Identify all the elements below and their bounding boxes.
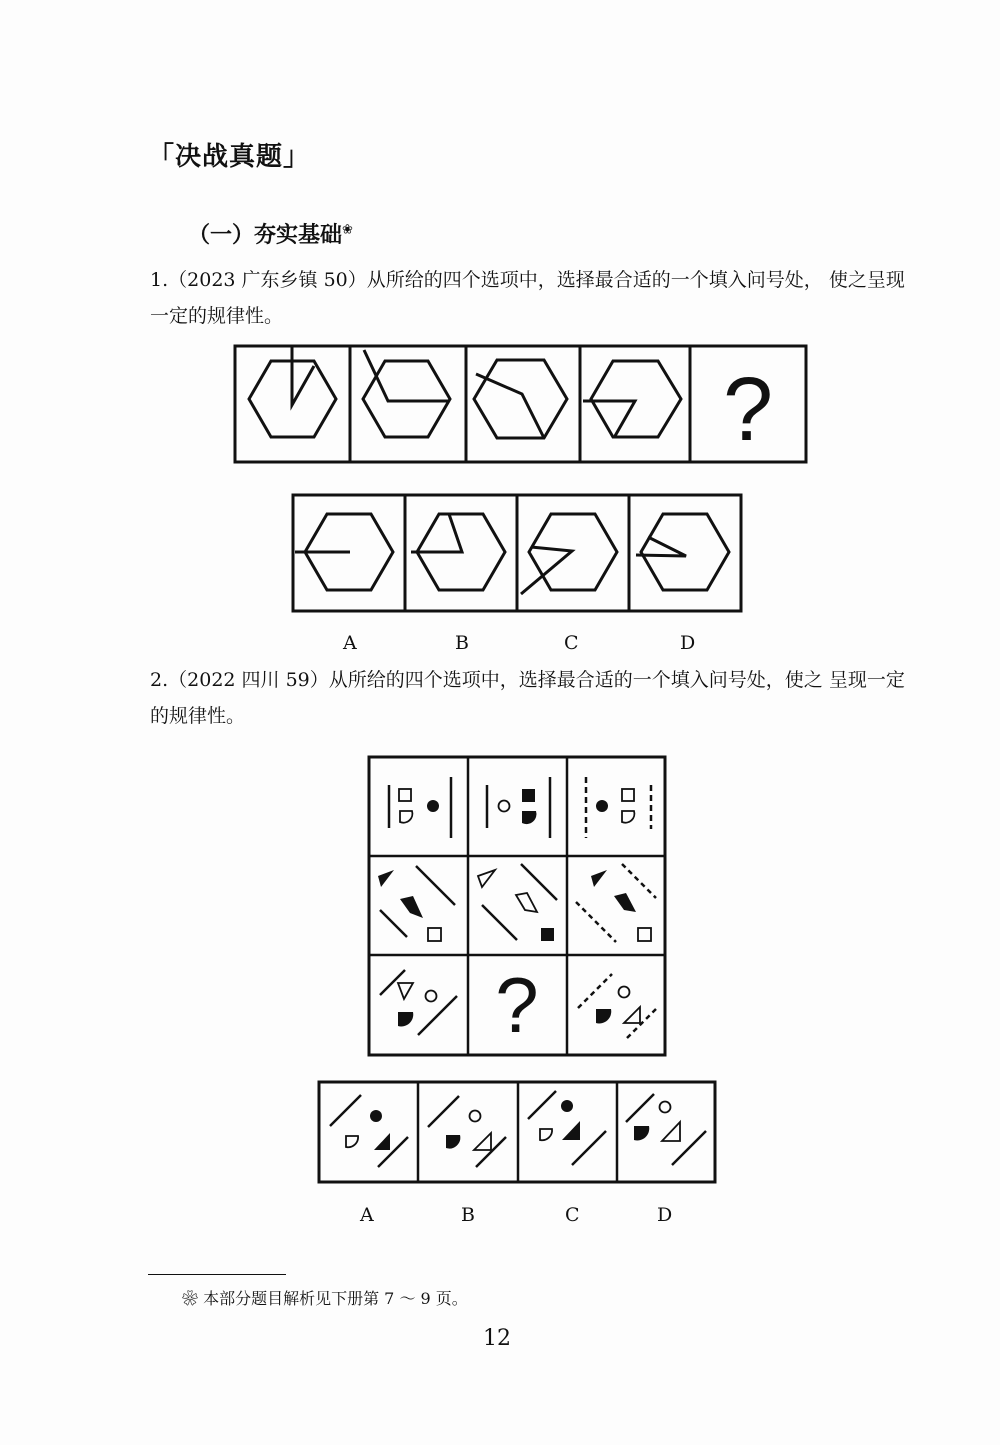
q1-option-c-label[interactable]: C [564,632,579,654]
q1-panel-3 [474,360,567,438]
q1-options-figure [293,495,741,611]
q2-cell-r3c2 [495,961,538,1049]
question-1-source: （2023 广东乡镇 50） [168,269,367,291]
question-2-line2: 呈现一定的规律性。 [150,669,905,727]
q1-option-a-figure[interactable] [295,514,393,590]
q1-option-b-figure[interactable] [411,514,505,590]
q1-panel-4 [583,361,681,437]
footnote-divider [148,1274,286,1275]
question-1-stem: 从所给的四个选项中，选择最合适的一个填入问号处， [366,269,823,291]
q2-option-c-figure[interactable] [528,1091,606,1165]
q2-cell-r3c3 [578,974,657,1038]
question-2-number: 2. [150,669,169,691]
subsection-title-text: （一）夯实基础 [188,223,343,248]
question-2-stem: 从所给的四个选项中，选择最合适的一个填入问号处，使之 [328,669,823,691]
question-1-number: 1. [150,269,169,291]
section-title: 「决战真题」 [148,142,311,172]
q2-cell-r2c3 [576,864,656,942]
q2-option-a-figure[interactable] [330,1095,408,1167]
q2-cell-r2c2 [478,864,557,941]
footnote: ❀ 本部分题目解析见下册第 7 ～ 9 页。 [182,1289,468,1308]
q1-option-a-label[interactable]: A [343,632,357,654]
q2-option-a-label[interactable]: A [360,1204,374,1226]
flower-mark-icon: ❀ [342,222,353,238]
q1-option-d-label[interactable]: D [680,632,696,654]
q1-panel-2 [363,350,450,437]
q2-cell-r1c3 [586,777,651,838]
q2-option-c-label[interactable]: C [565,1204,580,1226]
q1-question-mark: ? [722,360,774,460]
q2-question-mark: ? [495,961,539,1049]
q2-option-b-label[interactable]: B [461,1204,475,1226]
q2-option-b-figure[interactable] [428,1096,506,1167]
q2-matrix-figure [369,757,665,1055]
q1-panel-5 [723,360,773,460]
q2-cell-r1c1 [389,777,451,838]
q1-option-b-label[interactable]: B [455,632,469,654]
page-number: 12 [483,1326,511,1351]
question-1-line2: 使之呈现一定的规律性。 [150,269,905,327]
q2-cell-r3c1 [380,970,457,1035]
q2-option-d-label[interactable]: D [657,1204,673,1226]
q1-option-d-figure[interactable] [636,514,729,590]
q1-option-c-figure[interactable] [521,514,617,594]
q2-cell-r2c1 [378,866,455,941]
q1-sequence-figure [235,346,806,462]
question-2-source: （2022 四川 59） [168,669,329,691]
q2-option-d-figure[interactable] [626,1094,706,1165]
q1-panel-1 [249,346,336,437]
q2-cell-r1c2 [487,777,550,838]
q2-options-figure [319,1082,715,1182]
